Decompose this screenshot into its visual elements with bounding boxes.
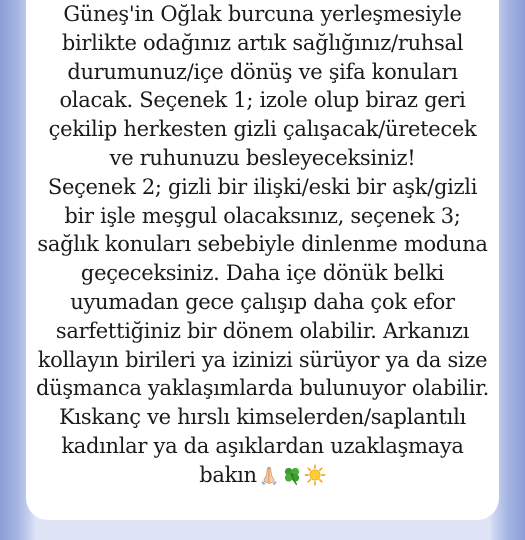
text-line: Kıskanç ve hırslı kimselerden/saplantılı xyxy=(59,405,466,430)
four-leaf-clover-icon xyxy=(281,464,303,486)
text-line: ve ruhunuzu besleyeceksiniz! xyxy=(109,145,416,170)
text-line: çekilip herkesten gizli çalışacak/üretecek xyxy=(48,117,477,142)
last-line-text: bakın xyxy=(199,462,257,487)
text-line: geçeceksiniz. Daha içe dönük belki xyxy=(80,261,445,286)
text-line: olacak. Seçenek 1; izole olup biraz geri xyxy=(59,88,466,113)
text-line: sarfettiğiniz bir dönem olabilir. Arkanızı xyxy=(55,318,470,343)
text-line: kollayın birileri ya izinizi sürüyor ya da size xyxy=(37,347,488,372)
text-line: birlikte odağınız artık sağlığınız/ruhsal xyxy=(61,30,464,55)
text-line: durumunuz/içe dönüş ve şifa konuları xyxy=(67,59,458,84)
text-line: Güneş'in Oğlak burcuna yerleşmesiyle xyxy=(63,2,462,26)
text-line-last xyxy=(26,461,499,490)
emoji-row xyxy=(258,464,326,486)
text-line: kadınlar ya da aşıklardan uzaklaşmaya xyxy=(61,433,464,458)
praying-hands-icon xyxy=(258,464,280,486)
text-line: sağlık konuları sebebiyle dinlenme moduna xyxy=(37,232,488,257)
post-text xyxy=(26,0,499,490)
text-line: Seçenek 2; gizli bir ilişki/eski bir aşk/gizli xyxy=(47,174,478,199)
sun-icon xyxy=(304,464,326,486)
text-line: uyumadan gece çalışıp daha çok efor xyxy=(70,289,455,314)
text-line: bir işle meşgul olacaksınız, seçenek 3; xyxy=(64,203,461,228)
text-line: düşmanca yaklaşımlarda bulunuyor olabilir. xyxy=(35,376,490,401)
